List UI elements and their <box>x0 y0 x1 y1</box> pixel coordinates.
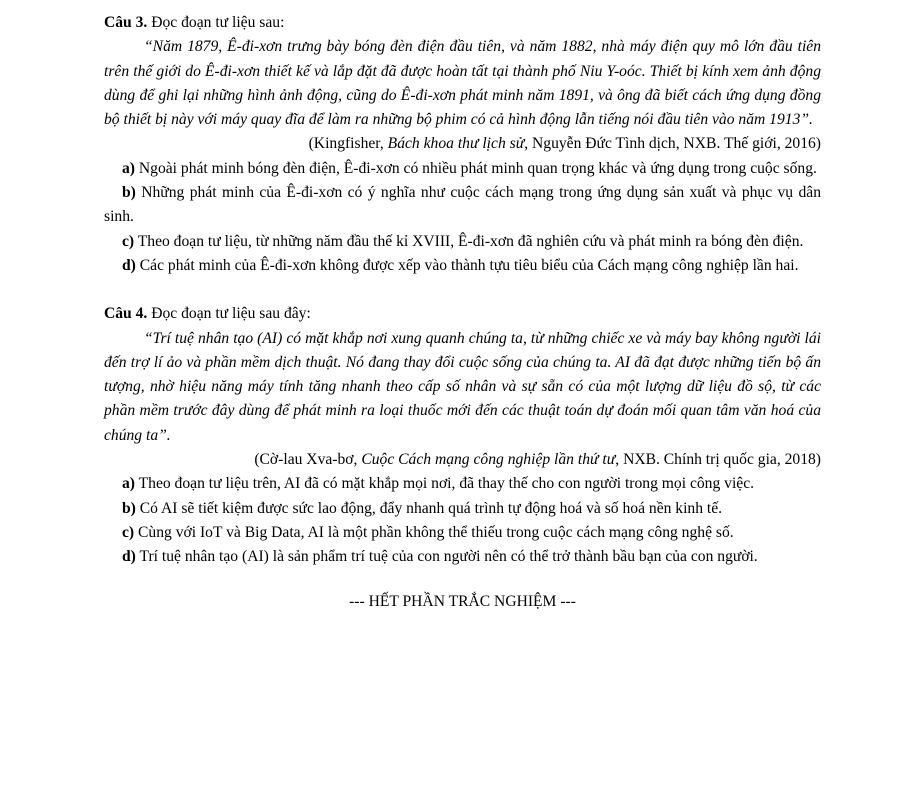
question-3-heading <box>104 11 821 35</box>
item-text: Ngoài phát minh bóng đèn điện, Ê-đi-xơn có nhiều phát minh quan trọng khác và ứng dụng trong cuộc sống. <box>135 159 817 177</box>
item-text: Những phát minh của Ê-đi-xơn có ý nghĩa như cuộc cách mạng trong ứng dụng sản xuất và phục vụ dân sinh. <box>104 184 821 226</box>
section-spacer <box>104 278 821 302</box>
question-4-item-d <box>104 545 821 569</box>
question-3-source-prefix: (Kingfisher, <box>308 135 388 153</box>
item-text: Theo đoạn tư liệu trên, AI đã có mặt khắp mọi nơi, đã thay thế cho con người trong mọi công việc. <box>135 475 755 493</box>
question-3-item-b <box>104 181 821 230</box>
question-4-item-b <box>104 497 821 521</box>
item-letter: d) <box>122 548 136 566</box>
question-4 <box>104 302 821 569</box>
question-3-item-d <box>104 254 821 278</box>
question-4-source <box>104 448 821 472</box>
item-letter: c) <box>122 523 135 541</box>
question-3-item-c <box>104 230 821 254</box>
item-text: Theo đoạn tư liệu, từ những năm đầu thế kỉ XVIII, Ê-đi-xơn đã nghiên cứu và phát minh ra bóng đèn điện. <box>134 232 804 250</box>
item-letter: b) <box>122 499 136 517</box>
question-3-prompt: Đọc đoạn tư liệu sau: <box>147 14 285 31</box>
question-3-source <box>104 132 821 156</box>
item-text: Các phát minh của Ê-đi-xơn không được xếp vào thành tựu tiêu biểu của Cách mạng công nghiệp lần hai. <box>135 256 799 274</box>
question-4-prompt: Đọc đoạn tư liệu sau đây: <box>147 305 311 323</box>
question-4-source-title: Cuộc Cách mạng công nghiệp lần thứ tư <box>361 451 616 469</box>
question-3-label: Câu 3. <box>104 14 148 31</box>
item-letter: b) <box>122 184 136 202</box>
question-3-item-a <box>104 157 821 181</box>
end-of-section-marker: --- HẾT PHẦN TRẮC NGHIỆM --- <box>349 592 576 610</box>
question-3-source-title: Bách khoa thư lịch sử <box>387 135 525 153</box>
question-4-source-prefix: (Cờ-lau Xva-bơ, <box>254 451 362 469</box>
item-letter: a) <box>122 159 135 177</box>
question-4-label: Câu 4. <box>104 305 148 323</box>
question-3-quote: “Năm 1879, Ê-đi-xơn trưng bày bóng đèn điện đầu tiên, và năm 1882, nhà máy điện quy mô lớn đầu tiên trên thế giới do Ê-đi-xơn thiết kế và lắp đặt đã được hoàn tất tại thành phố Niu Y-oóc. Thiết bị kính xem ảnh động dùng để ghi lại những hình ảnh động, cũng do Ê-đi-xơn phát minh năm 1891, và ông đã biết cách ứng dụng đồng bộ thiết bị này với máy quay đĩa để làm ra những bộ phim có cả hình động lẫn tiếng nói đầu tiên vào năm 1913”. <box>104 38 821 129</box>
item-text: Có AI sẽ tiết kiệm được sức lao động, đẩy nhanh quá trình tự động hoá và số hoá nền kinh tế. <box>135 499 723 517</box>
question-4-source-suffix: , NXB. Chính trị quốc gia, 2018) <box>615 451 821 469</box>
item-text: Trí tuệ nhân tạo (AI) là sản phẩm trí tuệ của con người nên có thể trở thành bầu bạn của con người. <box>135 548 758 566</box>
item-letter: a) <box>122 475 135 493</box>
question-4-quote: “Trí tuệ nhân tạo (AI) có mặt khắp nơi xung quanh chúng ta, từ những chiếc xe và máy bay không người lái đến trợ lí ảo và phần mềm dịch thuật. Nó đang thay đổi cuộc sống của chúng ta. AI đã đạt được những tiến bộ ấn tượng, nhờ hiệu năng máy tính tăng nhanh theo cấp số nhân và sự sẵn có của một lượng dữ liệu đồ sộ, từ các phần mềm trước đây dùng để phát minh ra loại thuốc mới đến các thuật toán dự đoán mối quan tâm văn hoá của chúng ta”. <box>104 329 821 444</box>
item-text: Cùng với IoT và Big Data, AI là một phần không thể thiếu trong cuộc cách mạng công nghệ số. <box>134 523 734 541</box>
question-4-heading <box>104 302 821 326</box>
question-3-source-suffix: , Nguyễn Đức Tình dịch, NXB. Thế giới, 2016) <box>524 135 821 153</box>
question-4-item-a <box>104 472 821 496</box>
item-letter: d) <box>122 256 136 274</box>
item-letter: c) <box>122 232 135 250</box>
question-3 <box>104 11 821 278</box>
question-4-item-c <box>104 521 821 545</box>
